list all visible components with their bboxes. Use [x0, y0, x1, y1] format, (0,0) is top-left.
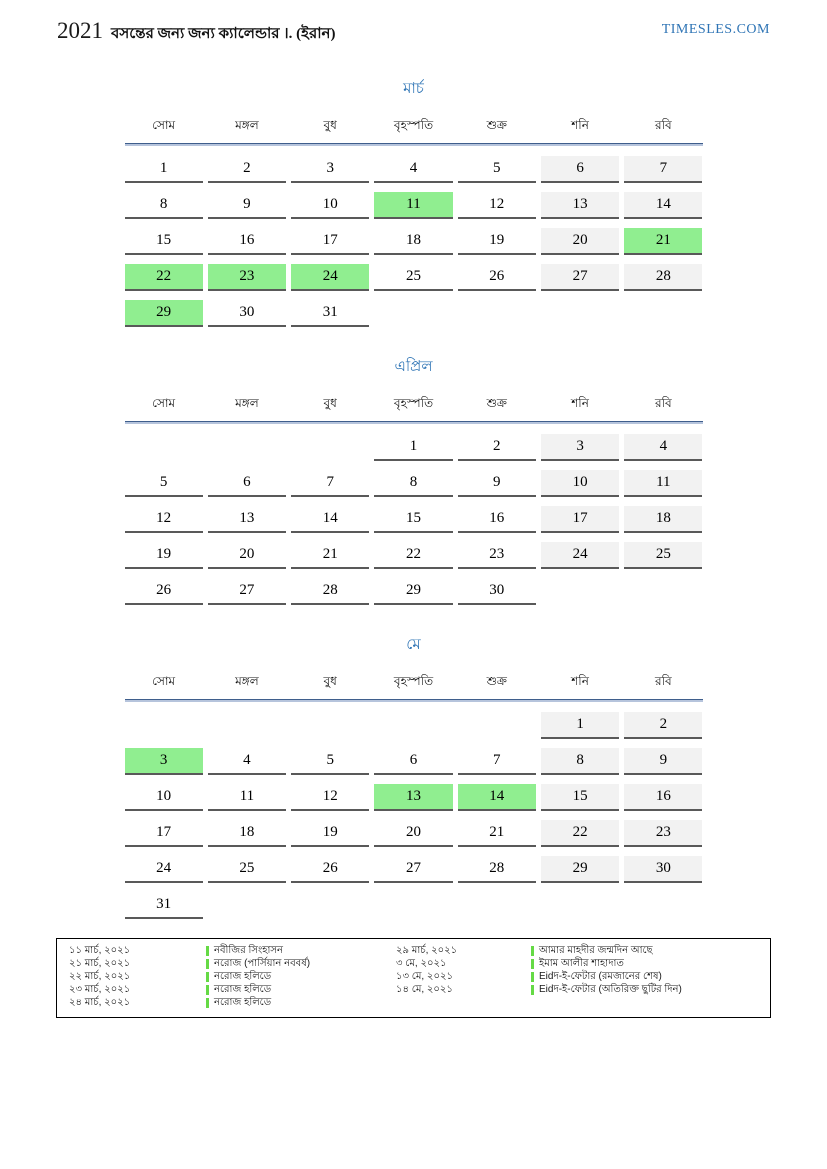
day-cell: 28: [624, 264, 702, 291]
day-cell: 17: [291, 228, 369, 255]
weekday-label: বৃহস্পতি: [393, 118, 434, 132]
weekday-header-row: [125, 673, 703, 693]
day-cell-empty: [374, 712, 452, 739]
legend-date: ১৩ মে, ২০২১: [396, 971, 453, 982]
day-cell-empty: [624, 892, 702, 919]
table-header-rule: [125, 143, 703, 146]
day-cell-empty: [291, 892, 369, 919]
day-cell: 22: [374, 542, 452, 569]
weekday-label: শনি: [571, 118, 589, 132]
day-cell-empty: [374, 300, 452, 327]
weekday-label: রবি: [654, 118, 672, 132]
holiday-marker-icon: [206, 959, 209, 969]
day-cell-empty: [291, 434, 369, 461]
day-cell: 30: [458, 578, 536, 605]
page-title: [57, 18, 336, 47]
day-cell: 23: [458, 542, 536, 569]
weekday-label: মঙ্গল: [235, 396, 259, 410]
day-cell: 10: [541, 470, 619, 497]
legend-date: ২৩ মার্চ, ২০২১: [69, 984, 131, 995]
day-cell: 24: [291, 264, 369, 291]
legend-entry: [206, 958, 396, 969]
day-cell: 6: [541, 156, 619, 183]
day-cell-empty: [291, 712, 369, 739]
day-cell: 17: [541, 506, 619, 533]
day-cell-empty: [374, 892, 452, 919]
day-cell: 30: [624, 856, 702, 883]
holiday-marker-icon: [206, 946, 209, 956]
day-cell: 17: [125, 820, 203, 847]
day-cell: 7: [458, 748, 536, 775]
day-cell: 27: [208, 578, 286, 605]
day-cell: 21: [291, 542, 369, 569]
legend-date: ২২ মার্চ, ২০২১: [69, 971, 131, 982]
day-cell: 19: [125, 542, 203, 569]
day-cell: 20: [374, 820, 452, 847]
weekday-label: বৃহস্পতি: [393, 396, 434, 410]
day-cell: 16: [458, 506, 536, 533]
day-cell: 22: [125, 264, 203, 291]
legend-label-text: Eidদ-ই-ফেটার (রমজানের শেষ): [539, 971, 662, 982]
day-cell: 9: [624, 748, 702, 775]
day-grid: [125, 712, 703, 919]
legend-entry: [531, 958, 764, 969]
day-cell: 10: [291, 192, 369, 219]
day-cell: 4: [374, 156, 452, 183]
weekday-label: সোম: [152, 118, 176, 132]
day-cell: 28: [291, 578, 369, 605]
day-cell: 21: [624, 228, 702, 255]
day-cell: 26: [458, 264, 536, 291]
weekday-label: বুধ: [323, 674, 337, 688]
day-cell: 15: [374, 506, 452, 533]
weekday-label: রবি: [654, 396, 672, 410]
day-cell: 29: [374, 578, 452, 605]
legend-entry: [531, 971, 764, 982]
day-cell: 4: [624, 434, 702, 461]
day-grid: [125, 434, 703, 605]
day-cell: 20: [208, 542, 286, 569]
legend-date: ১৪ মে, ২০২১: [396, 984, 453, 995]
day-cell: 15: [541, 784, 619, 811]
weekday-label: বৃহস্পতি: [393, 674, 434, 688]
weekday-label: শনি: [571, 396, 589, 410]
weekday-header-row: [125, 117, 703, 137]
day-cell: 27: [374, 856, 452, 883]
day-cell: 5: [458, 156, 536, 183]
day-cell: 13: [208, 506, 286, 533]
day-cell: 9: [208, 192, 286, 219]
day-cell: 3: [541, 434, 619, 461]
day-cell: 13: [374, 784, 452, 811]
day-cell-empty: [624, 300, 702, 327]
day-cell-empty: [458, 892, 536, 919]
day-cell: 19: [291, 820, 369, 847]
calendar-months: [0, 77, 827, 919]
day-cell: 2: [208, 156, 286, 183]
day-cell-empty: [208, 712, 286, 739]
day-cell: 14: [458, 784, 536, 811]
weekday-label: শুক্র: [486, 674, 507, 688]
day-cell: 11: [374, 192, 452, 219]
legend-date: ২৯ মার্চ, ২০২১: [396, 945, 458, 956]
day-cell-empty: [541, 300, 619, 327]
legend-label-text: নরোজ হলিডে: [214, 984, 272, 995]
day-cell: 24: [125, 856, 203, 883]
day-cell-empty: [208, 434, 286, 461]
month-section: [125, 633, 703, 919]
holiday-marker-icon: [531, 985, 534, 995]
day-cell: 12: [125, 506, 203, 533]
legend-label-text: নবীজির সিংহাসন: [214, 945, 283, 956]
day-cell: 29: [541, 856, 619, 883]
day-cell: 4: [208, 748, 286, 775]
day-cell: 28: [458, 856, 536, 883]
day-cell-empty: [541, 578, 619, 605]
day-cell: 25: [624, 542, 702, 569]
day-cell: 15: [125, 228, 203, 255]
day-cell: 7: [624, 156, 702, 183]
legend-empty-cell: [396, 997, 531, 1008]
page-header: [0, 0, 827, 47]
weekday-label: বুধ: [323, 118, 337, 132]
weekday-label: শুক্র: [486, 396, 507, 410]
day-cell: 5: [125, 470, 203, 497]
legend-entry: [206, 971, 396, 982]
legend-date: ৩ মে, ২০২১: [396, 958, 447, 969]
month-title: মার্চ: [403, 80, 424, 97]
day-cell: 26: [125, 578, 203, 605]
day-cell-empty: [541, 892, 619, 919]
day-cell: 29: [125, 300, 203, 327]
legend-label-text: নরোজ হলিডে: [214, 971, 272, 982]
legend-entry: [531, 984, 764, 995]
day-cell: 1: [374, 434, 452, 461]
day-cell-empty: [624, 578, 702, 605]
day-grid: [125, 156, 703, 327]
day-cell-empty: [458, 712, 536, 739]
day-cell: 9: [458, 470, 536, 497]
month-section: [125, 355, 703, 605]
day-cell: 30: [208, 300, 286, 327]
day-cell: 2: [624, 712, 702, 739]
day-cell: 23: [208, 264, 286, 291]
day-cell: 8: [374, 470, 452, 497]
holiday-marker-icon: [206, 998, 209, 1008]
day-cell: 22: [541, 820, 619, 847]
day-cell: 24: [541, 542, 619, 569]
day-cell: 16: [208, 228, 286, 255]
weekday-label: মঙ্গল: [235, 674, 259, 688]
weekday-label: রবি: [654, 674, 672, 688]
day-cell: 31: [125, 892, 203, 919]
legend-entry: [206, 984, 396, 995]
day-cell: 12: [291, 784, 369, 811]
day-cell: 14: [624, 192, 702, 219]
legend-box: [56, 938, 771, 1018]
day-cell: 18: [624, 506, 702, 533]
day-cell: 1: [125, 156, 203, 183]
day-cell-empty: [458, 300, 536, 327]
weekday-label: শুক্র: [486, 118, 507, 132]
holiday-marker-icon: [531, 959, 534, 969]
day-cell: 11: [624, 470, 702, 497]
site-link[interactable]: TIMESLES.COM: [661, 22, 770, 37]
weekday-header-row: [125, 395, 703, 415]
day-cell: 27: [541, 264, 619, 291]
month-section: [125, 77, 703, 327]
weekday-label: মঙ্গল: [235, 118, 259, 132]
day-cell: 26: [291, 856, 369, 883]
day-cell: 31: [291, 300, 369, 327]
day-cell: 8: [125, 192, 203, 219]
holiday-marker-icon: [206, 972, 209, 982]
legend-date: ২১ মার্চ, ২০২১: [69, 958, 131, 969]
legend-label-text: নরোজ হলিডে: [214, 997, 272, 1008]
day-cell: 21: [458, 820, 536, 847]
day-cell: 8: [541, 748, 619, 775]
title-text: বসন্তের জন্য জন্য ক্যালেন্ডার ।. (ইরান): [111, 26, 336, 42]
holiday-marker-icon: [531, 972, 534, 982]
day-cell: 18: [208, 820, 286, 847]
weekday-label: সোম: [152, 396, 176, 410]
legend-label-text: ইমাম আলীর শাহাদাত: [539, 958, 624, 969]
legend-empty-cell: [531, 997, 764, 1008]
weekday-label: সোম: [152, 674, 176, 688]
day-cell: 5: [291, 748, 369, 775]
day-cell: 18: [374, 228, 452, 255]
day-cell: 10: [125, 784, 203, 811]
legend-label-text: নরোজ (পার্সিয়ান নববর্ষ): [214, 958, 311, 969]
day-cell: 7: [291, 470, 369, 497]
day-cell: 16: [624, 784, 702, 811]
day-cell: 3: [125, 748, 203, 775]
table-header-rule: [125, 699, 703, 702]
title-year: 2021: [57, 18, 103, 43]
day-cell-empty: [125, 712, 203, 739]
legend-date: ২৪ মার্চ, ২০২১: [69, 997, 131, 1008]
day-cell: 2: [458, 434, 536, 461]
legend-label-text: আমার মাহদীর জন্মদিন আছে: [539, 945, 653, 956]
day-cell: 19: [458, 228, 536, 255]
weekday-label: শনি: [571, 674, 589, 688]
day-cell-empty: [125, 434, 203, 461]
day-cell: 12: [458, 192, 536, 219]
day-cell: 6: [208, 470, 286, 497]
day-cell: 6: [374, 748, 452, 775]
day-cell: 25: [208, 856, 286, 883]
legend-entry: [206, 945, 396, 956]
holiday-marker-icon: [531, 946, 534, 956]
legend-entry: [531, 945, 764, 956]
table-header-rule: [125, 421, 703, 424]
weekday-label: বুধ: [323, 396, 337, 410]
month-title: এপ্রিল: [394, 358, 433, 375]
day-cell: 23: [624, 820, 702, 847]
day-cell: 1: [541, 712, 619, 739]
legend-entry: [206, 997, 396, 1008]
day-cell: 13: [541, 192, 619, 219]
day-cell: 20: [541, 228, 619, 255]
day-cell: 25: [374, 264, 452, 291]
day-cell: 11: [208, 784, 286, 811]
holiday-marker-icon: [206, 985, 209, 995]
day-cell: 14: [291, 506, 369, 533]
legend-date: ১১ মার্চ, ২০২১: [69, 945, 131, 956]
legend-label-text: Eidদ-ই-ফেটার (অতিরিক্ত ছুটির দিন): [539, 984, 682, 995]
day-cell-empty: [208, 892, 286, 919]
day-cell: 3: [291, 156, 369, 183]
month-title: মে: [406, 636, 421, 653]
